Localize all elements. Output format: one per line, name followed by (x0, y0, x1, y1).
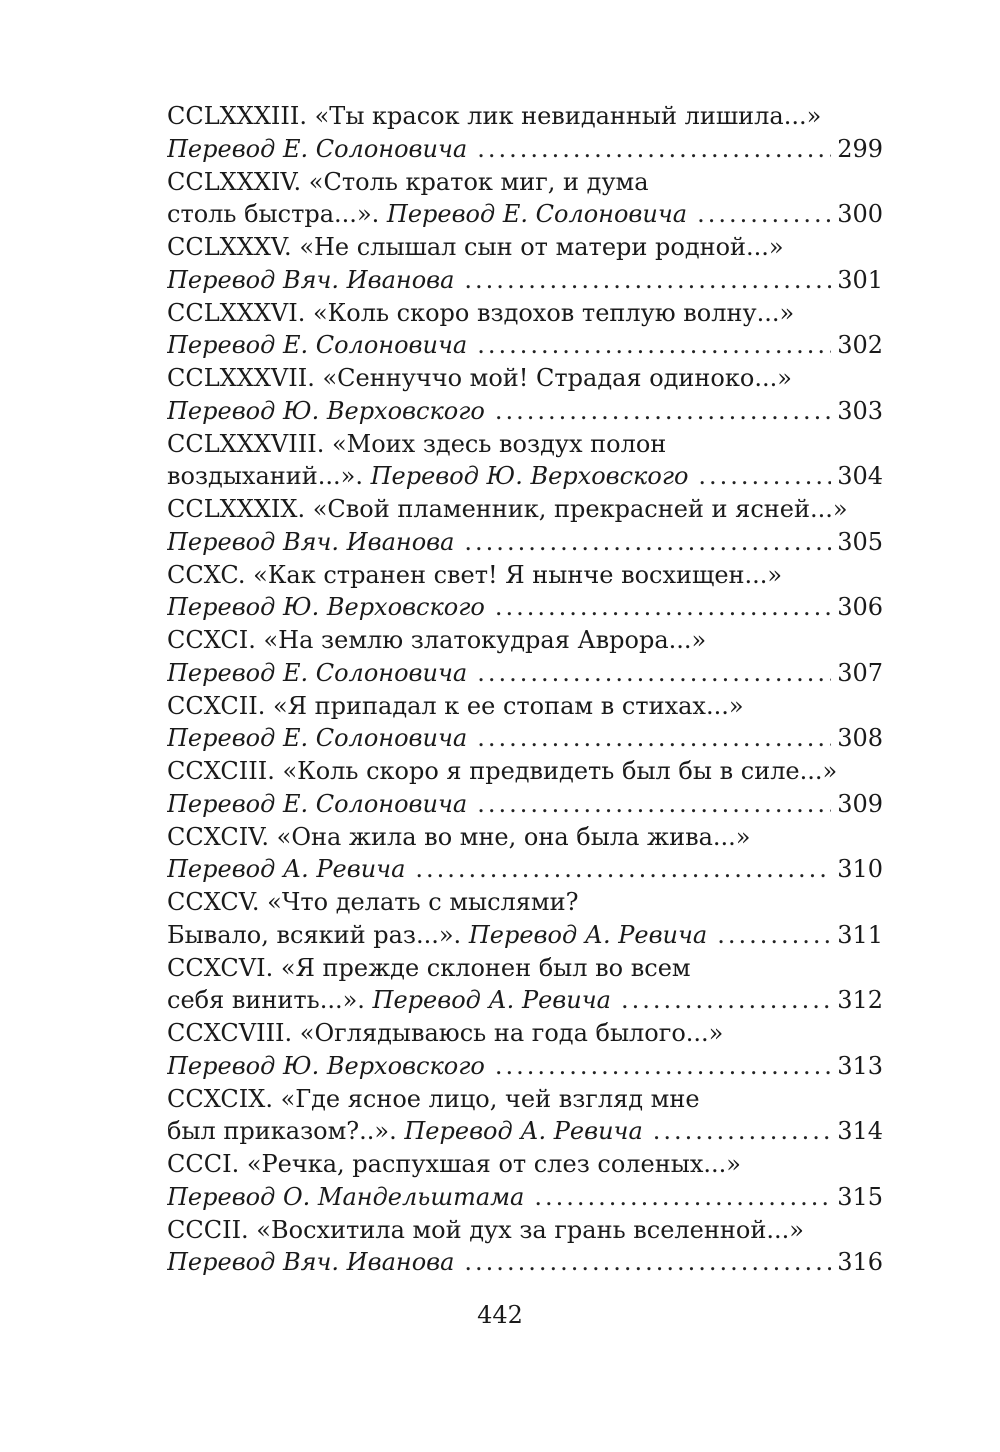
toc-entry-translator: Перевод Ю. Верховского (167, 396, 485, 425)
toc-entry-translator: Перевод Е. Солоновича (167, 789, 468, 818)
toc-entry-credit (167, 657, 467, 690)
toc-entry-credit (167, 1050, 485, 1083)
toc-entry (167, 100, 883, 166)
toc-entry-credit (167, 722, 467, 755)
toc-entry-credit (167, 919, 707, 952)
toc-entry-credit-line (167, 657, 883, 690)
dot-leader (477, 329, 831, 362)
dot-leader (621, 984, 831, 1017)
toc-entry (167, 755, 883, 821)
toc-entry-title: CCXCIX. «Где ясное лицо, чей взгляд мне (167, 1084, 700, 1113)
toc-entry (167, 362, 883, 428)
toc-entry-translator: Перевод Е. Солоновича (167, 331, 468, 360)
dot-leader (697, 198, 831, 231)
toc-entry-credit (167, 133, 467, 166)
toc-entry-title: CCLXXXVI. «Коль скоро вздохов теплую волну...» (167, 298, 795, 327)
toc-entry-credit-line (167, 264, 883, 297)
toc-entry-credit-line (167, 329, 883, 362)
toc-entry-credit (167, 526, 454, 559)
toc-entry-page: 311 (837, 920, 883, 949)
toc-entry-translator: Перевод А. Ревича (404, 1117, 643, 1146)
toc-entry-credit (167, 1246, 454, 1279)
toc-entry-page: 312 (837, 986, 883, 1015)
toc-entry (167, 1214, 883, 1280)
toc-entry-page: 306 (837, 593, 883, 622)
dot-leader (477, 133, 831, 166)
toc-entry-credit (167, 395, 485, 428)
toc-entry-translator: Перевод Е. Солоновича (167, 724, 468, 753)
toc-entry-credit-line (167, 133, 883, 166)
dot-leader (477, 722, 831, 755)
toc-entry-credit-line (167, 460, 883, 493)
dot-leader (495, 395, 831, 428)
toc-entry-page: 305 (837, 527, 883, 556)
toc-entry-translator: Перевод Вяч. Иванова (167, 1248, 455, 1277)
toc-entry-credit-line (167, 788, 883, 821)
toc-entry-title: CCXCI. «На землю златокудрая Аврора...» (167, 626, 707, 654)
toc-entry-credit-line (167, 919, 883, 952)
toc-entry-credit (167, 329, 467, 362)
toc-entry-title: CCLXXXIV. «Столь краток миг, и дума (167, 167, 649, 196)
toc-entry-credit-line (167, 1115, 883, 1148)
toc-entry-credit-line (167, 395, 883, 428)
dot-leader (464, 264, 831, 297)
toc-entry-credit (167, 460, 688, 493)
toc-entry-credit-line (167, 984, 883, 1017)
toc-entry-credit (167, 1115, 643, 1148)
toc-entry-title-continuation: себя винить...». (167, 986, 373, 1015)
toc-entry-credit-line (167, 198, 883, 231)
dot-leader (495, 591, 831, 624)
toc-entry-page: 307 (837, 658, 883, 687)
toc-entry-title: CCXCV. «Что делать с мыслями? (167, 888, 579, 916)
dot-leader (653, 1115, 831, 1148)
toc-entry-translator: Перевод Е. Солоновича (386, 200, 688, 229)
toc-entry-title: CCLXXXVII. «Сеннуччо мой! Страдая одиноко...» (167, 364, 792, 392)
toc-entry (167, 952, 883, 1018)
toc-entry (167, 886, 883, 952)
toc-entry-translator: Перевод Ю. Верховского (370, 462, 689, 491)
toc-entry-title: CCXCIII. «Коль скоро я предвидеть был бы в силе...» (167, 757, 838, 785)
toc-entry-title: CCCI. «Речка, распухшая от слез соленых...» (167, 1150, 741, 1178)
toc-entry-page: 304 (837, 462, 883, 491)
toc-entry (167, 297, 883, 363)
dot-leader (495, 1050, 831, 1083)
toc-entry-credit (167, 264, 454, 297)
toc-entry (167, 231, 883, 297)
toc-entry (167, 428, 883, 494)
toc-entry-credit-line (167, 1050, 883, 1083)
table-of-contents (167, 100, 883, 1279)
dot-leader (477, 788, 831, 821)
toc-entry (167, 559, 883, 625)
toc-entry-page: 308 (837, 724, 883, 753)
toc-entry-page: 309 (837, 789, 883, 818)
dot-leader (534, 1181, 831, 1214)
toc-entry-title: CCXCIV. «Она жила во мне, она была жива...» (167, 822, 751, 851)
toc-entry-page: 299 (837, 134, 883, 163)
toc-entry-title: CCLXXXV. «Не слышал сын от матери родной...» (167, 233, 784, 261)
toc-entry (167, 493, 883, 559)
toc-entry (167, 1083, 883, 1149)
toc-entry (167, 624, 883, 690)
toc-entry (167, 1148, 883, 1214)
toc-entry-page: 301 (837, 265, 883, 294)
toc-entry (167, 166, 883, 232)
toc-entry-credit-line (167, 1246, 883, 1279)
toc-entry-title: CCXC. «Как странен свет! Я нынче восхищен...» (167, 560, 783, 589)
toc-entry-title: CCXCVIII. «Оглядываюсь на года былого...» (167, 1019, 724, 1047)
toc-entry-title-continuation: был приказом?..». (167, 1117, 405, 1146)
dot-leader (717, 919, 831, 952)
toc-entry-credit-line (167, 722, 883, 755)
toc-entry-translator: Перевод А. Ревича (167, 855, 406, 884)
toc-entry-title: CCXCII. «Я припадал к ее стопам в стихах...» (167, 691, 744, 720)
toc-entry-translator: Перевод Вяч. Иванова (167, 265, 455, 294)
dot-leader (698, 460, 831, 493)
toc-entry-title: CCLXXXIII. «Ты красок лик невиданный лишила...» (167, 102, 822, 130)
toc-entry-page: 303 (837, 396, 883, 425)
toc-entry-translator: Перевод Е. Солоновича (167, 658, 468, 687)
dot-leader (477, 657, 831, 690)
dot-leader (464, 1246, 831, 1279)
toc-entry-translator: Перевод Вяч. Иванова (167, 527, 455, 556)
toc-entry-credit-line (167, 526, 883, 559)
toc-entry-credit-line (167, 1181, 883, 1214)
toc-entry-credit (167, 591, 485, 624)
toc-entry-translator: Перевод Ю. Верховского (167, 593, 485, 622)
toc-entry-page: 310 (837, 855, 883, 884)
toc-entry-title: CCLXXXIX. «Свой пламенник, прекрасней и ясней...» (167, 495, 848, 523)
toc-entry-translator: Перевод Е. Солоновича (167, 134, 468, 163)
toc-entry-title: CCLXXXVIII. «Моих здесь воздух полон (167, 429, 667, 458)
toc-entry-translator: Перевод А. Ревича (372, 986, 611, 1015)
toc-entry-credit (167, 1181, 524, 1214)
toc-entry-page: 302 (837, 331, 883, 360)
toc-entry-credit (167, 788, 467, 821)
toc-entry-credit-line (167, 591, 883, 624)
toc-entry (167, 1017, 883, 1083)
toc-entry-credit (167, 853, 405, 886)
toc-entry-title-continuation: воздыханий...». (167, 462, 371, 491)
toc-entry-page: 314 (837, 1117, 883, 1146)
toc-entry-page: 313 (837, 1051, 883, 1080)
toc-entry-translator: Перевод А. Ревича (468, 920, 708, 949)
dot-leader (464, 526, 831, 559)
page-number: 442 (477, 1301, 523, 1329)
toc-entry-translator: Перевод Ю. Верховского (167, 1051, 485, 1080)
toc-entry-title: CCXCVI. «Я прежде склонен был во всем (167, 953, 691, 982)
toc-entry (167, 821, 883, 887)
toc-entry-title-continuation: Бывало, всякий раз...». (167, 920, 469, 949)
toc-entry-page: 300 (837, 200, 883, 229)
toc-entry-credit (167, 198, 687, 231)
toc-entry-page: 316 (837, 1248, 883, 1277)
toc-entry-title-continuation: столь быстра...». (167, 200, 387, 229)
toc-entry-title: CCCII. «Восхитила мой дух за грань вселенной...» (167, 1215, 804, 1244)
toc-entry-translator: Перевод О. Мандельштама (167, 1182, 525, 1211)
toc-entry (167, 690, 883, 756)
toc-entry-credit-line (167, 853, 883, 886)
toc-entry-credit (167, 984, 611, 1017)
dot-leader (415, 853, 831, 886)
toc-entry-page: 315 (837, 1182, 883, 1211)
